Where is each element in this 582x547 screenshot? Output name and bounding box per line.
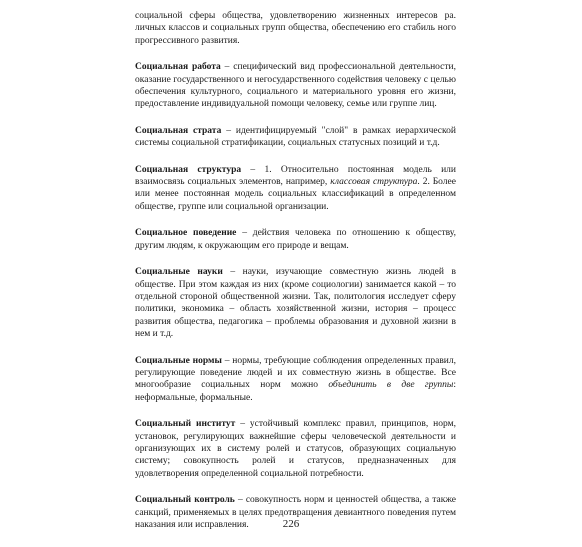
entry-definition: – нормы, требующие соблюдения определенных правил, регулирующие поведение людей и их совместную жизнь в обществе. Все многообразие социальных норм можно (135, 355, 457, 391)
entry-definition: – специфический вид профессиональной деятельности, оказание государственного и негосударственного содействия человеку с целью обеспечения культурного, социального и материального уровня его жизни, предоставление индивидуальной помощи человеку, семье или группе лиц. (135, 62, 456, 110)
entry-term: Социальные нормы (135, 355, 222, 366)
entry-social-structure (135, 164, 456, 214)
entry-term: Социальная структура (135, 164, 242, 175)
entry-term: Социальное поведение (135, 228, 237, 239)
entry-definition: – науки, изучающие совместную жизнь людей в обществе. При этом каждая из них (кроме социологии) занимается какой – то отдельной стороной общественной жизни. Так, политология исследует сферу политики, экономика – область хозяйственной жизни, история – процесс развития общества, педагогика – проблемы образования и духовной жизни в нем и т.д. (135, 267, 456, 340)
entry-definition: – действия человека по отношению к обществу, другим людям, к окружающим его природе и вещам. (135, 228, 456, 251)
page-number: 226 (282, 518, 300, 530)
text-column (135, 10, 456, 531)
entry-definition: . 2. Более или менее постоянная модель социальных классификаций в определенном обществе, группе или социальной организации. (135, 177, 456, 212)
entry-definition-italic: объединить в две группы (328, 380, 454, 391)
entry-term: Социальный контроль (135, 495, 235, 506)
entry-social-work (135, 61, 456, 111)
intro-paragraph: социальной сферы общества, удовлетворению жизненных интересов ра. личных классов и социальных групп общества, обеспечению его стабиль ного прогрессивного развития. (135, 11, 456, 46)
entry-social-behavior (135, 227, 456, 252)
entry-social-sciences (135, 266, 456, 340)
entry-term: Социальная страта (135, 125, 222, 136)
entry-term: Социальные науки (135, 267, 223, 278)
entry-definition: – устойчивый комплекс правил, принципов, норм, установок, регулирующих важнейшие сферы человеческой деятельности и организующих их в систему ролей и статусов, образующих социальную систему; совокупность ролей и статусов, предназначенных для удовлетворения определенной социальной потребности. (135, 419, 456, 479)
entry-definition-italic: классовая структура (330, 177, 418, 188)
entry-term: Социальная работа (135, 62, 221, 73)
entry-definition: – идентифицируемый "слой" в рамках иерархической системы социальной стратификации, социальных статусных позиций и т.д. (135, 125, 456, 149)
entry-definition: : неформальные, формальные. (135, 380, 456, 403)
entry-definition: – совокупность норм и ценностей общества, а также санкций, применяемых в целях предотвращения девиантного поведения путем наказания или исправления. (135, 495, 456, 530)
entry-social-stratum (135, 125, 456, 150)
entry-term: Социальный институт (135, 419, 236, 430)
entry-social-norms (135, 355, 456, 405)
entry-definition: – 1. Относительно постоянная модель или взаимосвязь социальных элементов, например, (135, 164, 456, 188)
entry-social-institution (135, 418, 456, 480)
